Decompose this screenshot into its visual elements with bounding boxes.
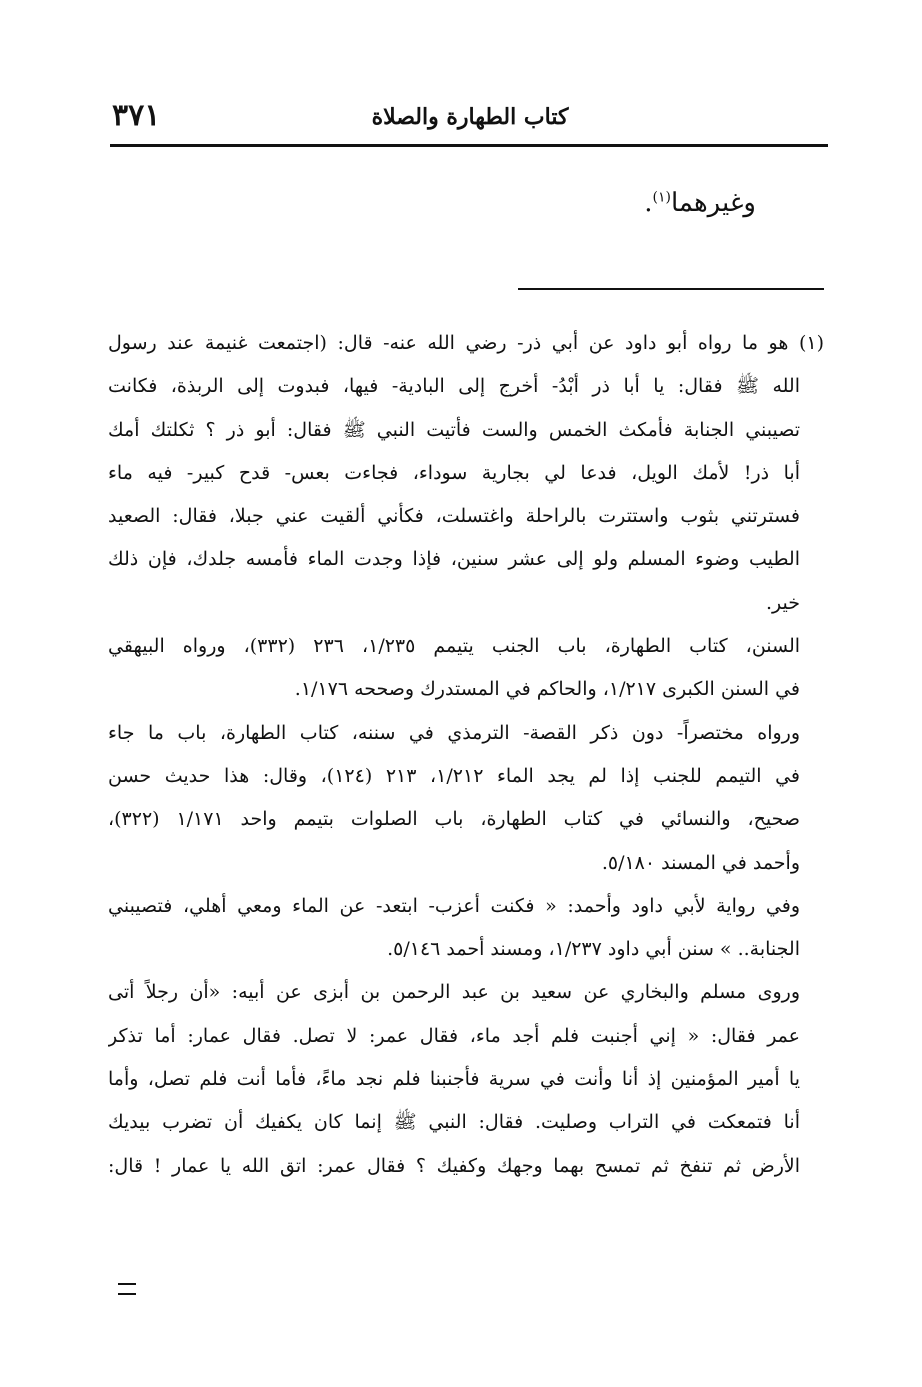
footnote-line: وأحمد في المسند ٥/١٨٠. bbox=[601, 851, 800, 874]
footnote-line: الطيب وضوء المسلم ولو إلى عشر سنين، فإذا وجدت الماء فأمسه جلدك، فإن ذلك bbox=[108, 548, 800, 571]
footnotes-block bbox=[108, 322, 824, 1188]
footnote-line: الله ﷺ فقال: يا أبا ذر أبْدُ- أخرج إلى البادية- فيها، فبدوت إلى الربذة، فكانت bbox=[108, 375, 800, 398]
footnote-line: (١) هو ما رواه أبو داود عن أبي ذر- رضي الله عنه- قال: (اجتمعت غنيمة عند رسول bbox=[108, 332, 824, 354]
footnote-line: عمر فقال: « إني أجنبت فلم أجد ماء، فقال عمر: لا تصل. فقال عمار: أما تذكر bbox=[108, 1024, 800, 1047]
main-text-end: . bbox=[644, 188, 653, 218]
footnote-line: السنن، كتاب الطهارة، باب الجنب يتيمم ١/٢٣٥، ٢٣٦ (٣٣٢)، ورواه البيهقي bbox=[108, 635, 801, 658]
footnote-line: ورواه مختصراً- دون ذكر القصة- الترمذي في سننه، كتاب الطهارة، باب ما جاء bbox=[108, 721, 800, 744]
footnote-line: الأرض ثم تنفخ ثم تمسح بهما وجهك وكفيك ؟ فقال عمر: اتق الله يا عمار ! قال: bbox=[108, 1154, 800, 1177]
footnote-line: فسترتني بثوب واستترت بالراحلة واغتسلت، فكأني ألقيت عني جبلا، فقال: الصعيد bbox=[108, 505, 800, 528]
header-rule bbox=[110, 144, 828, 147]
footnote-line: وفي رواية لأبي داود وأحمد: « فكنت أعزب- ابتعد- عن الماء ومعي أهلي، فتصيبني bbox=[108, 894, 800, 917]
footnote-separator bbox=[518, 288, 824, 290]
footnote-line: وروى مسلم والبخاري عن سعيد بن عبد الرحمن بن أبزى عن أبيه: «أن رجلاً أتى bbox=[108, 981, 800, 1004]
footnote-line: الجنابة.. » سنن أبي داود ١/٢٣٧، ومسند أحمد ٥/١٤٦. bbox=[387, 938, 800, 961]
footnote-line: تصيبني الجنابة فأمكث الخمس والست فأتيت النبي ﷺ فقال: أبو ذر ؟ ثكلتك أمك bbox=[108, 418, 800, 441]
continuation-mark bbox=[118, 1283, 136, 1295]
footnote-line: في السنن الكبرى ١/٢١٧، والحاكم في المستدرك وصححه ١/١٧٦. bbox=[294, 678, 800, 701]
footnote-line: في التيمم للجنب إذا لم يجد الماء ١/٢١٢، ٢١٣ (١٢٤)، وقال: هذا حديث حسن bbox=[108, 764, 801, 787]
footnote-line: خير. bbox=[765, 591, 800, 614]
page-number: ٣٧١ bbox=[112, 98, 161, 133]
footnote-reference: (١) bbox=[652, 189, 671, 206]
running-header-title: كتاب الطهارة والصلاة bbox=[371, 104, 569, 130]
footnote-line: يا أمير المؤمنين إذ أنا وأنت في سرية فأجنبنا فلم نجد ماءً، فأما أنت فلم تصل، وأما bbox=[108, 1068, 800, 1091]
footnote-line: صحيح، والنسائي في كتاب الطهارة، باب الصلوات بتيمم واحد ١/١٧١ (٣٢٢)، bbox=[108, 808, 800, 831]
footnote-line: أبا ذر! لأمك الويل، فدعا لي بجارية سوداء، فجاءت بعس- قدح كبير- فيه ماء bbox=[108, 461, 800, 484]
main-text bbox=[644, 188, 756, 218]
footnote-line: أنا فتمعكت في التراب وصليت. فقال: النبي ﷺ إنما كان يكفيك أن تضرب بيديك bbox=[108, 1111, 800, 1134]
main-text-body: وغيرهما bbox=[670, 188, 756, 218]
